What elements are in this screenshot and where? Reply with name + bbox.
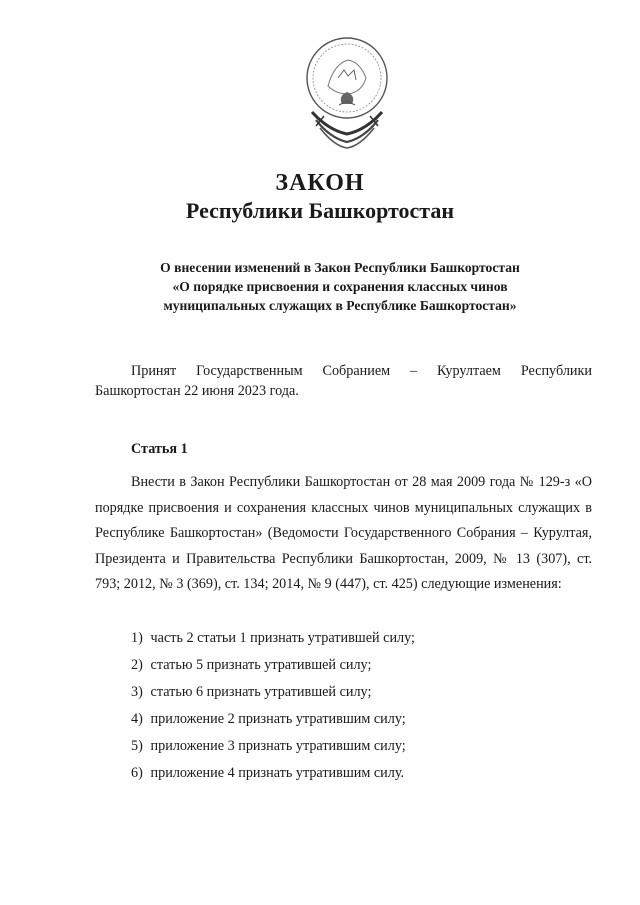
item-number: 1) — [131, 630, 143, 646]
item-number: 4) — [131, 711, 143, 727]
item-number: 3) — [131, 684, 143, 700]
list-item — [131, 733, 415, 760]
item-number: 5) — [131, 738, 143, 754]
list-item — [131, 679, 415, 706]
bashkortostan-coat-of-arms-icon — [298, 34, 396, 152]
law-republic-title: Республики Башкортостан — [185, 198, 455, 223]
subtitle-line: муниципальных служащих в Республике Башкортостан» — [163, 298, 517, 313]
amendment-list — [131, 625, 415, 787]
item-number: 2) — [131, 657, 143, 673]
item-text: часть 2 статьи 1 признать утратившей силу; — [150, 630, 415, 646]
subtitle-line: «О порядке присвоения и сохранения классных чинов — [172, 279, 508, 294]
item-text: статью 6 признать утратившей силу; — [150, 684, 372, 700]
article-heading: Статья 1 — [131, 441, 188, 457]
list-item — [131, 706, 415, 733]
list-item — [131, 625, 415, 652]
item-text: приложение 3 признать утратившим силу; — [150, 738, 406, 754]
article-body: Внести в Закон Республики Башкортостан от 28 мая 2009 года № 129-з «О порядке присвоения и сохранения классных чинов муниципальных служащих в Республике Башкортостан» (Ведомости Государственного Собрания – Курултая, Президента и Правительства Республики Башкортостан, 2009, № 13 (307), ст. 793; 2012, № 3 (369), ст. 134; 2014, № 9 (447), ст. 425) следующие изменения: — [95, 474, 592, 592]
item-text: приложение 4 признать утратившим силу. — [150, 765, 405, 781]
law-title: ЗАКОН — [275, 170, 365, 196]
item-text: приложение 2 признать утратившим силу; — [150, 711, 406, 727]
law-subtitle — [40, 258, 640, 315]
list-item — [131, 652, 415, 679]
subtitle-line: О внесении изменений в Закон Республики Башкортостан — [160, 260, 520, 275]
item-number: 6) — [131, 765, 143, 781]
adoption-statement: Принят Государственным Собранием – Курултаем Республики Башкортостан 22 июня 2023 года. — [95, 363, 592, 399]
item-text: статью 5 признать утратившей силу; — [150, 657, 372, 673]
list-item — [131, 760, 415, 787]
